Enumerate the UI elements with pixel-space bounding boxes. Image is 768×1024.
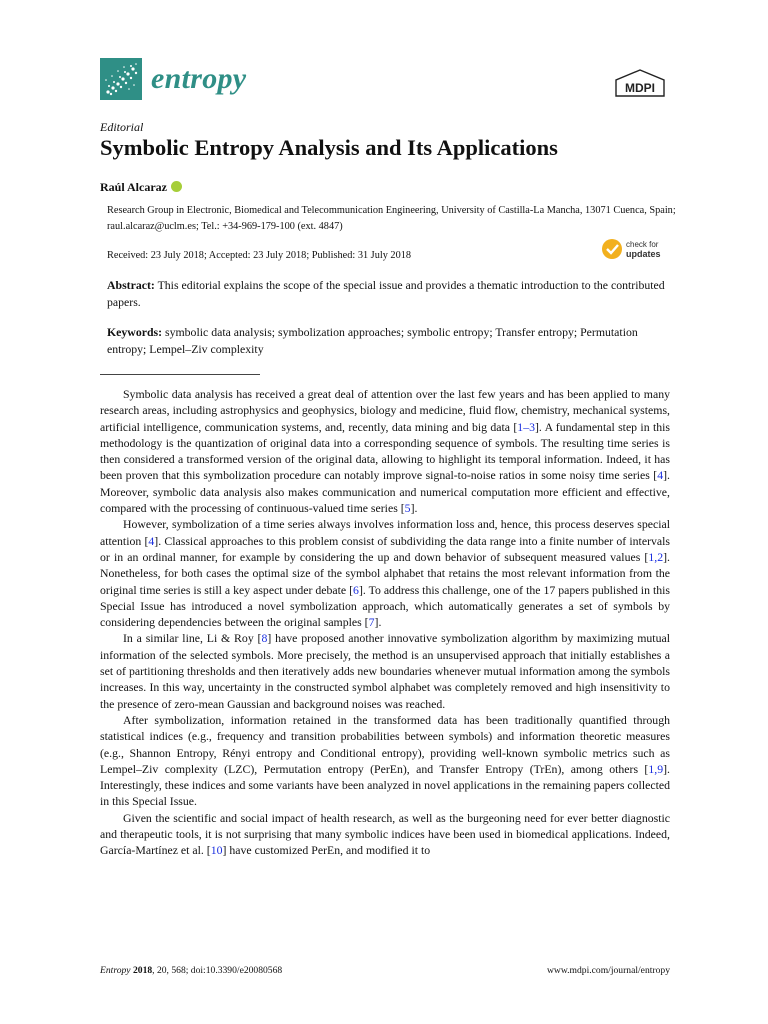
citation-link[interactable]: 1–3 bbox=[517, 419, 535, 434]
text-run: ]. A fundamental step in this methodology is the quantization of original data into a corresponding sequence of symbols. The resulting time series is then considered a transformed version of the original data, allowing to highlight its temporal information. Indeed, it has been proven that this symbolization procedure can notably improve signal-to-noise ratios in some noisy time series [ bbox=[100, 419, 670, 483]
citation-link[interactable]: 6 bbox=[353, 582, 359, 597]
citation-link[interactable]: 1,9 bbox=[648, 761, 664, 776]
text-run: In a similar line, Li & Roy [ bbox=[123, 631, 262, 646]
footer-citation bbox=[100, 965, 282, 976]
keywords bbox=[107, 324, 671, 357]
article-type: Editorial bbox=[100, 120, 144, 134]
abstract-text: This editorial explains the scope of the special issue and provides a thematic introduction to the contributed papers. bbox=[107, 278, 665, 309]
journal-name: entropy bbox=[151, 62, 247, 95]
author-line bbox=[100, 180, 182, 195]
citation-link[interactable]: 4 bbox=[657, 468, 664, 483]
citation-link[interactable]: 4 bbox=[148, 533, 155, 548]
citation-link[interactable]: 10 bbox=[210, 843, 223, 858]
text-run: ]. Classical approaches to this problem consist of subdividing the data range into a finite number of intervals or in an ordinal manner, for example by considering the up and down behavior of subsequent measured values [ bbox=[100, 533, 670, 564]
section-divider bbox=[100, 374, 260, 375]
citation-link[interactable]: 7 bbox=[368, 615, 375, 630]
text-run: ]. Moreover, symbolic data analysis also makes communication and numerical computation more efficient and effective, compared with the processing of continuous-valued time series [ bbox=[100, 468, 670, 516]
footer-year: 2018 bbox=[132, 965, 153, 976]
text-run: However, symbolization of a time series always involves information loss and, hence, this process deserves special attention [ bbox=[100, 517, 670, 548]
check-for-updates-badge[interactable] bbox=[600, 236, 670, 262]
footer-doi: , 20, 568; doi:10.3390/e20080568 bbox=[152, 965, 283, 976]
text-run: Given the scientific and social impact of health research, as well as the burgeoning need for ever better diagnostic and therapeutic tools, it is not surprising that many symbolic indices have been used in biomedical applications. Indeed, García-Martínez et al. [ bbox=[100, 810, 670, 858]
keywords-label: Keywords: bbox=[107, 325, 163, 339]
publisher-name: MDPI bbox=[625, 81, 655, 95]
citation-link[interactable]: 1,2 bbox=[648, 549, 664, 564]
text-run: ]. bbox=[374, 615, 382, 630]
abstract-label: Abstract: bbox=[107, 278, 155, 292]
paragraph-3 bbox=[100, 630, 670, 711]
publisher-logo bbox=[612, 68, 668, 100]
text-run: ] have customized PerEn, and modified it to bbox=[222, 843, 431, 858]
check-updates-line2: updates bbox=[626, 249, 661, 259]
affiliation: Research Group in Electronic, Biomedical and Telecommunication Engineering, University of Castilla-La Mancha, 13071 Cuenca, Spain; raul.alcaraz@uclm.es; Tel.: +34-969-179-100 (ext. 4847) bbox=[107, 205, 676, 232]
footer-url[interactable]: www.mdpi.com/journal/entropy bbox=[546, 965, 670, 976]
check-updates-line1: check for bbox=[626, 240, 659, 249]
citation-link[interactable]: 8 bbox=[261, 631, 268, 646]
journal-logo-icon bbox=[100, 58, 142, 100]
citation-link[interactable]: 5 bbox=[404, 501, 411, 516]
text-run: Symbolic data analysis has received a great deal of attention over the last few years and has been applied to many research areas, including astrophysics and geophysics, biology and medicine, fluid flow, chemistry, mechanical systems, artificial intelligence, communication systems, and, recently, data mining and big data [ bbox=[100, 387, 670, 434]
body-text bbox=[100, 386, 670, 859]
text-run: ]. Interestingly, these indices and some variants have been analyzed in novel applications in the remaining papers collected in this Special Issue. bbox=[100, 761, 670, 809]
page-title: Symbolic Entropy Analysis and Its Applications bbox=[100, 135, 558, 160]
author-name: Raúl Alcaraz bbox=[100, 180, 167, 194]
paragraph-1 bbox=[100, 386, 670, 516]
orcid-icon[interactable] bbox=[171, 181, 182, 192]
keywords-text: symbolic data analysis; symbolization approaches; symbolic entropy; Transfer entropy; Permutation entropy; Lempel–Ziv complexity bbox=[107, 325, 638, 356]
text-run: After symbolization, information retained in the transformed data has been traditionally quantified through statistical indices (e.g., frequency and transition probabilities between symbols) and information theoretic measures (e.g., Shannon Entropy, Rényi entropy and Conditional entropy), providing well-known symbolic metrics such as Lempel–Ziv complexity (LZC), Permutation entropy (PerEn), and Transfer Entropy (TrEn), among others [ bbox=[100, 712, 670, 776]
paragraph-5 bbox=[100, 810, 670, 859]
text-run: ]. Nonetheless, for both cases the optimal size of the symbol alphabet that retains the most relevant information from the original time series is still a key aspect under debate [ bbox=[100, 549, 670, 597]
text-run: ]. bbox=[410, 501, 418, 516]
publication-dates: Received: 23 July 2018; Accepted: 23 July 2018; Published: 31 July 2018 bbox=[107, 250, 412, 261]
footer-journal: Entropy bbox=[100, 965, 131, 976]
paragraph-2 bbox=[100, 516, 670, 630]
abstract bbox=[107, 277, 671, 310]
text-run: ]. To address this challenge, one of the 17 papers published in this Special Issue has introduced a novel symbolization approach, which automatically generates a set of symbols by considering dependencies between the original samples [ bbox=[100, 582, 670, 630]
paragraph-4 bbox=[100, 712, 670, 810]
text-run: ] have proposed another innovative symbolization algorithm by maximizing mutual information of the selected symbols. More precisely, the method is an unsupervised approach that initially establishes a set of partitioning thresholds and then iteratively adds new boundaries whenever mutual information among the symbols increases. In this way, uncertainty in the constructed symbol alphabet was completely removed and high insensitivity to the presence of zero-mean Gaussian and background noises was reached. bbox=[100, 631, 670, 711]
